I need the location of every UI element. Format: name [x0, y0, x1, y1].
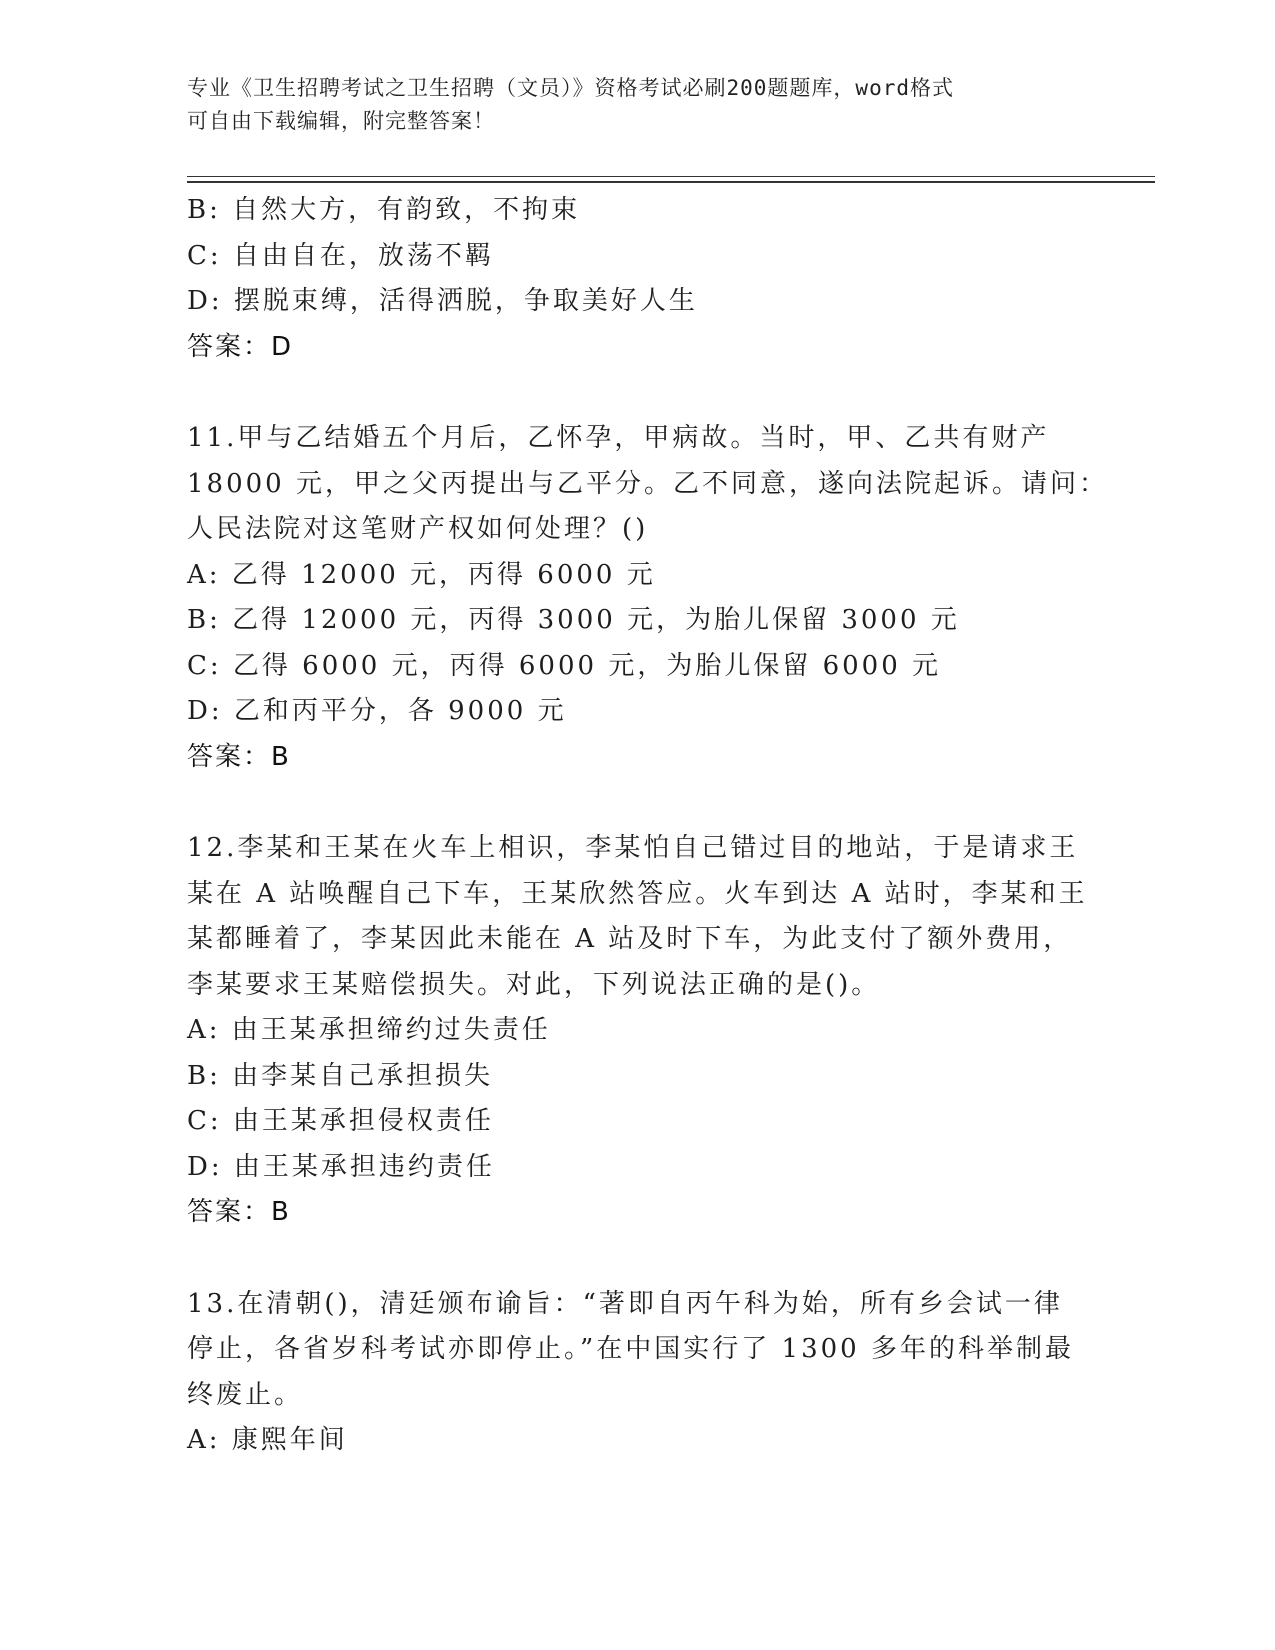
question-list: [187, 188, 1108, 1464]
answer-line: 答案：D: [187, 331, 294, 362]
header-rule-thin: [187, 176, 1155, 177]
option-a: A: 由王某承担缔约过失责任: [187, 1015, 551, 1045]
option-a: A: 乙得 12000 元，丙得 6000 元: [187, 559, 656, 590]
option-c: C: 乙得 6000 元，丙得 6000 元，为胎儿保留 6000 元: [187, 650, 942, 681]
question-block-11: [187, 416, 1108, 780]
document-header: [187, 72, 1087, 138]
option-c: C: 自由自在，放荡不羁: [187, 240, 494, 271]
spacer: [187, 780, 1087, 826]
option-d: D: 由王某承担违约责任: [187, 1151, 495, 1182]
question-text-line: 某都睡着了，李某因此未能在 A 站及时下车，为此支付了额外费用，: [187, 924, 1073, 954]
question-block-10: [187, 188, 1087, 370]
question-text-line: 13.在清朝()，清廷颁布谕旨：“著即自丙午科为始，所有乡会试一律: [187, 1288, 1063, 1319]
header-line-1: 专业《卫生招聘考试之卫生招聘（文员）》资格考试必刷200题题库，word格式: [187, 76, 954, 100]
question-text-line: 12.李某和王某在火车上相识，李某怕自己错过目的地站，于是请求王: [187, 833, 1079, 863]
header-line-2: 可自由下载编辑，附完整答案！: [187, 109, 495, 133]
question-text-line: 终废止。: [187, 1379, 304, 1410]
option-b: B: 自然大方，有韵致，不拘束: [187, 195, 581, 225]
answer-line: 答案：B: [187, 1197, 291, 1227]
option-d: D: 摆脱束缚，活得洒脱，争取美好人生: [187, 286, 698, 316]
question-text-line: 某在 A 站唤醒自己下车，王某欣然答应。火车到达 A 站时，李某和王: [187, 878, 1088, 909]
question-text-line: 李某要求王某赔偿损失。对此，下列说法正确的是()。: [187, 969, 881, 1000]
header-rule-thick: [187, 181, 1155, 183]
question-text-line: 18000 元，甲之父丙提出与乙平分。乙不同意，遂向法院起诉。请问：: [187, 468, 1108, 499]
question-block-12: [187, 826, 1087, 1236]
question-block-13: [187, 1282, 1087, 1464]
option-b: B: 乙得 12000 元，丙得 3000 元，为胎儿保留 3000 元: [187, 605, 960, 635]
option-b: B: 由李某自己承担损失: [187, 1060, 494, 1091]
question-text-line: 停止，各省岁科考试亦即停止。”在中国实行了 1300 多年的科举制最: [187, 1334, 1074, 1364]
option-a: A: 康熙年间: [187, 1425, 348, 1455]
answer-line: 答案：B: [187, 741, 291, 772]
option-d: D: 乙和丙平分，各 9000 元: [187, 696, 567, 726]
question-text-line: 人民法院对这笔财产权如何处理？(): [187, 514, 649, 544]
option-c: C: 由王某承担侵权责任: [187, 1106, 494, 1136]
spacer: [187, 1236, 1087, 1282]
spacer: [187, 370, 1087, 416]
question-text-line: 11.甲与乙结婚五个月后，乙怀孕，甲病故。当时，甲、乙共有财产: [187, 423, 1050, 453]
